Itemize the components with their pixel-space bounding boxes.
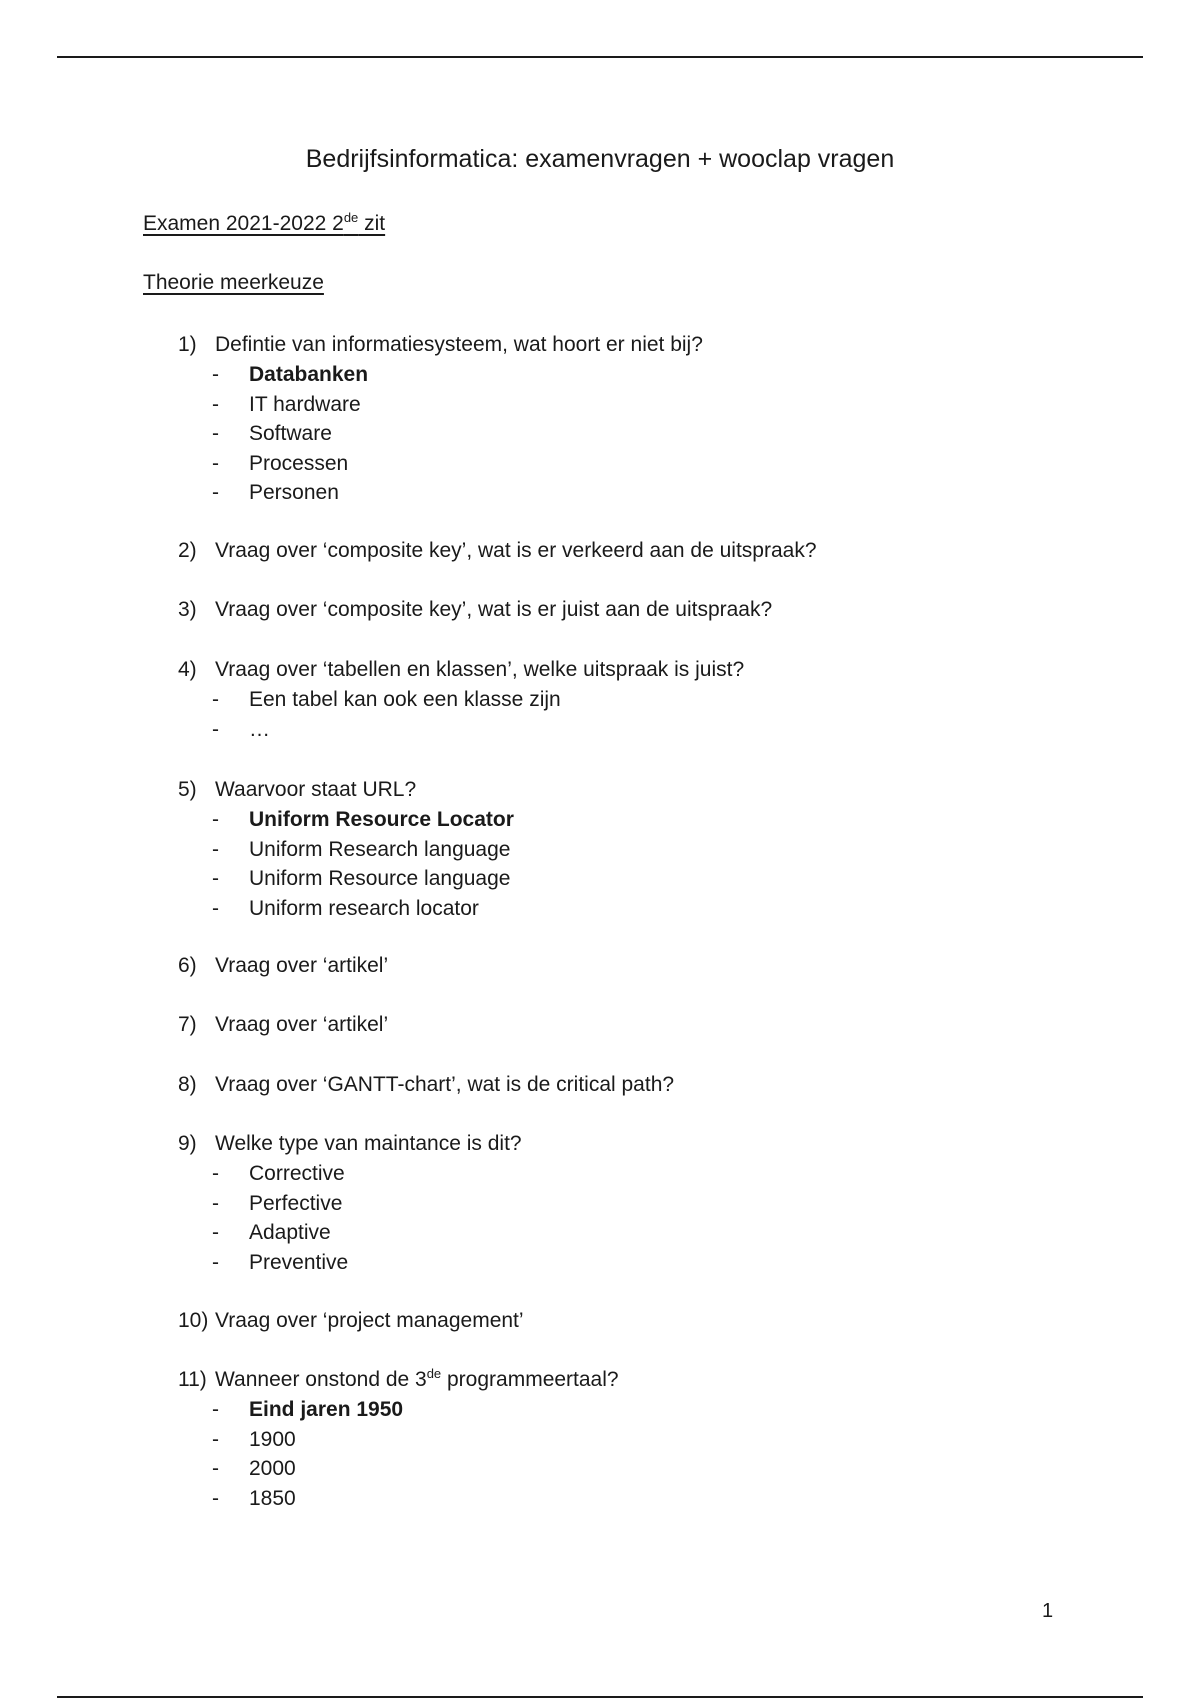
correct-answer-text: Uniform Resource Locator	[249, 808, 514, 831]
question-text: Vraag over ‘project management’	[215, 1309, 524, 1332]
question-6	[178, 954, 388, 978]
answer-text: 1900	[249, 1427, 296, 1451]
answer-option	[212, 897, 479, 921]
answer-text: Corrective	[249, 1162, 345, 1185]
question-2	[178, 539, 817, 563]
question-text: Vraag over ‘tabellen en klassen’, welke uitspraak is juist?	[215, 658, 745, 681]
answer-text: IT hardware	[249, 392, 361, 416]
answer-option	[212, 1398, 403, 1422]
question-text: Vraag over ‘composite key’, wat is er verkeerd aan de uitspraak?	[215, 539, 817, 562]
exam-heading: Examen 2021-2022 2de zit	[143, 210, 386, 235]
question-text: Defintie van informatiesysteem, wat hoort er niet bij?	[215, 333, 703, 356]
bullet-dash: -	[212, 481, 219, 504]
answer-option	[212, 1162, 345, 1186]
answer-text: Processen	[249, 451, 349, 475]
bullet-dash: -	[212, 1162, 219, 1185]
answer-option	[212, 393, 361, 417]
answer-option	[212, 867, 510, 891]
bullet-dash: -	[212, 717, 219, 741]
answer-text: 2000	[249, 1457, 296, 1480]
question-1	[178, 333, 703, 357]
answer-text: Uniform research locator	[249, 896, 479, 920]
answer-option	[212, 718, 270, 742]
answer-text: …	[249, 717, 270, 741]
question-9	[178, 1132, 522, 1156]
question-11: 11) Wanneer onstond de 3de programmeertaal?	[178, 1366, 619, 1391]
answer-text: Preventive	[249, 1250, 349, 1274]
answer-option	[212, 1457, 296, 1481]
bullet-dash: -	[212, 896, 219, 920]
bullet-dash: -	[212, 837, 219, 861]
question-number: 2)	[178, 539, 197, 562]
answer-option	[212, 808, 514, 832]
answer-option	[212, 422, 332, 446]
bullet-dash: -	[212, 867, 219, 890]
answer-option	[212, 452, 348, 476]
question-text: Welke type van maintance is dit?	[215, 1132, 522, 1155]
question-number: 9)	[178, 1132, 197, 1155]
answer-text: Adaptive	[249, 1221, 331, 1244]
question-number: 4)	[178, 658, 197, 681]
correct-answer-text: Databanken	[249, 363, 369, 386]
bullet-dash: -	[212, 1221, 219, 1244]
answer-text: Een tabel kan ook een klasse zijn	[249, 688, 561, 711]
bullet-dash: -	[212, 1250, 219, 1274]
question-text: Vraag over ‘artikel’	[215, 1013, 389, 1036]
bullet-dash: -	[212, 1427, 219, 1451]
answer-option	[212, 1192, 342, 1216]
question-number: 5)	[178, 778, 197, 801]
answer-text: Software	[249, 422, 332, 445]
theory-heading: Theorie meerkeuze	[143, 271, 324, 294]
bullet-dash: -	[212, 1486, 219, 1510]
bullet-dash: -	[212, 688, 219, 711]
question-4	[178, 658, 744, 682]
answer-option	[212, 1221, 331, 1245]
answer-option	[212, 1487, 296, 1511]
question-number: 11)	[178, 1368, 207, 1391]
question-number: 7)	[178, 1013, 197, 1036]
answer-option	[212, 363, 368, 387]
question-text: Vraag over ‘composite key’, wat is er juist aan de uitspraak?	[215, 598, 773, 621]
question-8	[178, 1073, 674, 1097]
bullet-dash: -	[212, 363, 219, 386]
question-number: 1)	[178, 333, 197, 356]
top-rule	[57, 56, 1143, 58]
correct-answer-text: Eind jaren 1950	[249, 1398, 404, 1421]
page-number: 1	[1042, 1600, 1054, 1622]
bottom-rule	[57, 1696, 1143, 1698]
question-number: 6)	[178, 954, 197, 977]
answer-option	[212, 688, 561, 712]
question-text: Vraag over ‘artikel’	[215, 954, 389, 977]
question-number: 3)	[178, 598, 197, 621]
question-7	[178, 1013, 388, 1037]
question-text: Waarvoor staat URL?	[215, 778, 417, 801]
bullet-dash: -	[212, 808, 219, 831]
answer-option	[212, 1428, 296, 1452]
answer-text: 1850	[249, 1486, 296, 1510]
answer-option	[212, 1251, 348, 1275]
bullet-dash: -	[212, 422, 219, 445]
answer-option	[212, 481, 339, 505]
answer-text: Perfective	[249, 1191, 343, 1215]
question-text: Vraag over ‘GANTT-chart’, wat is de critical path?	[215, 1073, 675, 1096]
answer-text: Personen	[249, 481, 339, 504]
question-number: 8)	[178, 1073, 197, 1096]
question-number: 10)	[178, 1309, 209, 1332]
bullet-dash: -	[212, 1191, 219, 1215]
bullet-dash: -	[212, 392, 219, 416]
answer-text: Uniform Resource language	[249, 867, 511, 890]
question-5	[178, 778, 416, 802]
question-10	[178, 1309, 524, 1333]
answer-option	[212, 838, 510, 862]
answer-text: Uniform Research language	[249, 837, 511, 861]
bullet-dash: -	[212, 451, 219, 475]
bullet-dash: -	[212, 1457, 219, 1480]
question-3	[178, 598, 772, 622]
bullet-dash: -	[212, 1398, 219, 1421]
document-title: Bedrijfsinformatica: examenvragen + wooclap vragen	[305, 145, 895, 173]
